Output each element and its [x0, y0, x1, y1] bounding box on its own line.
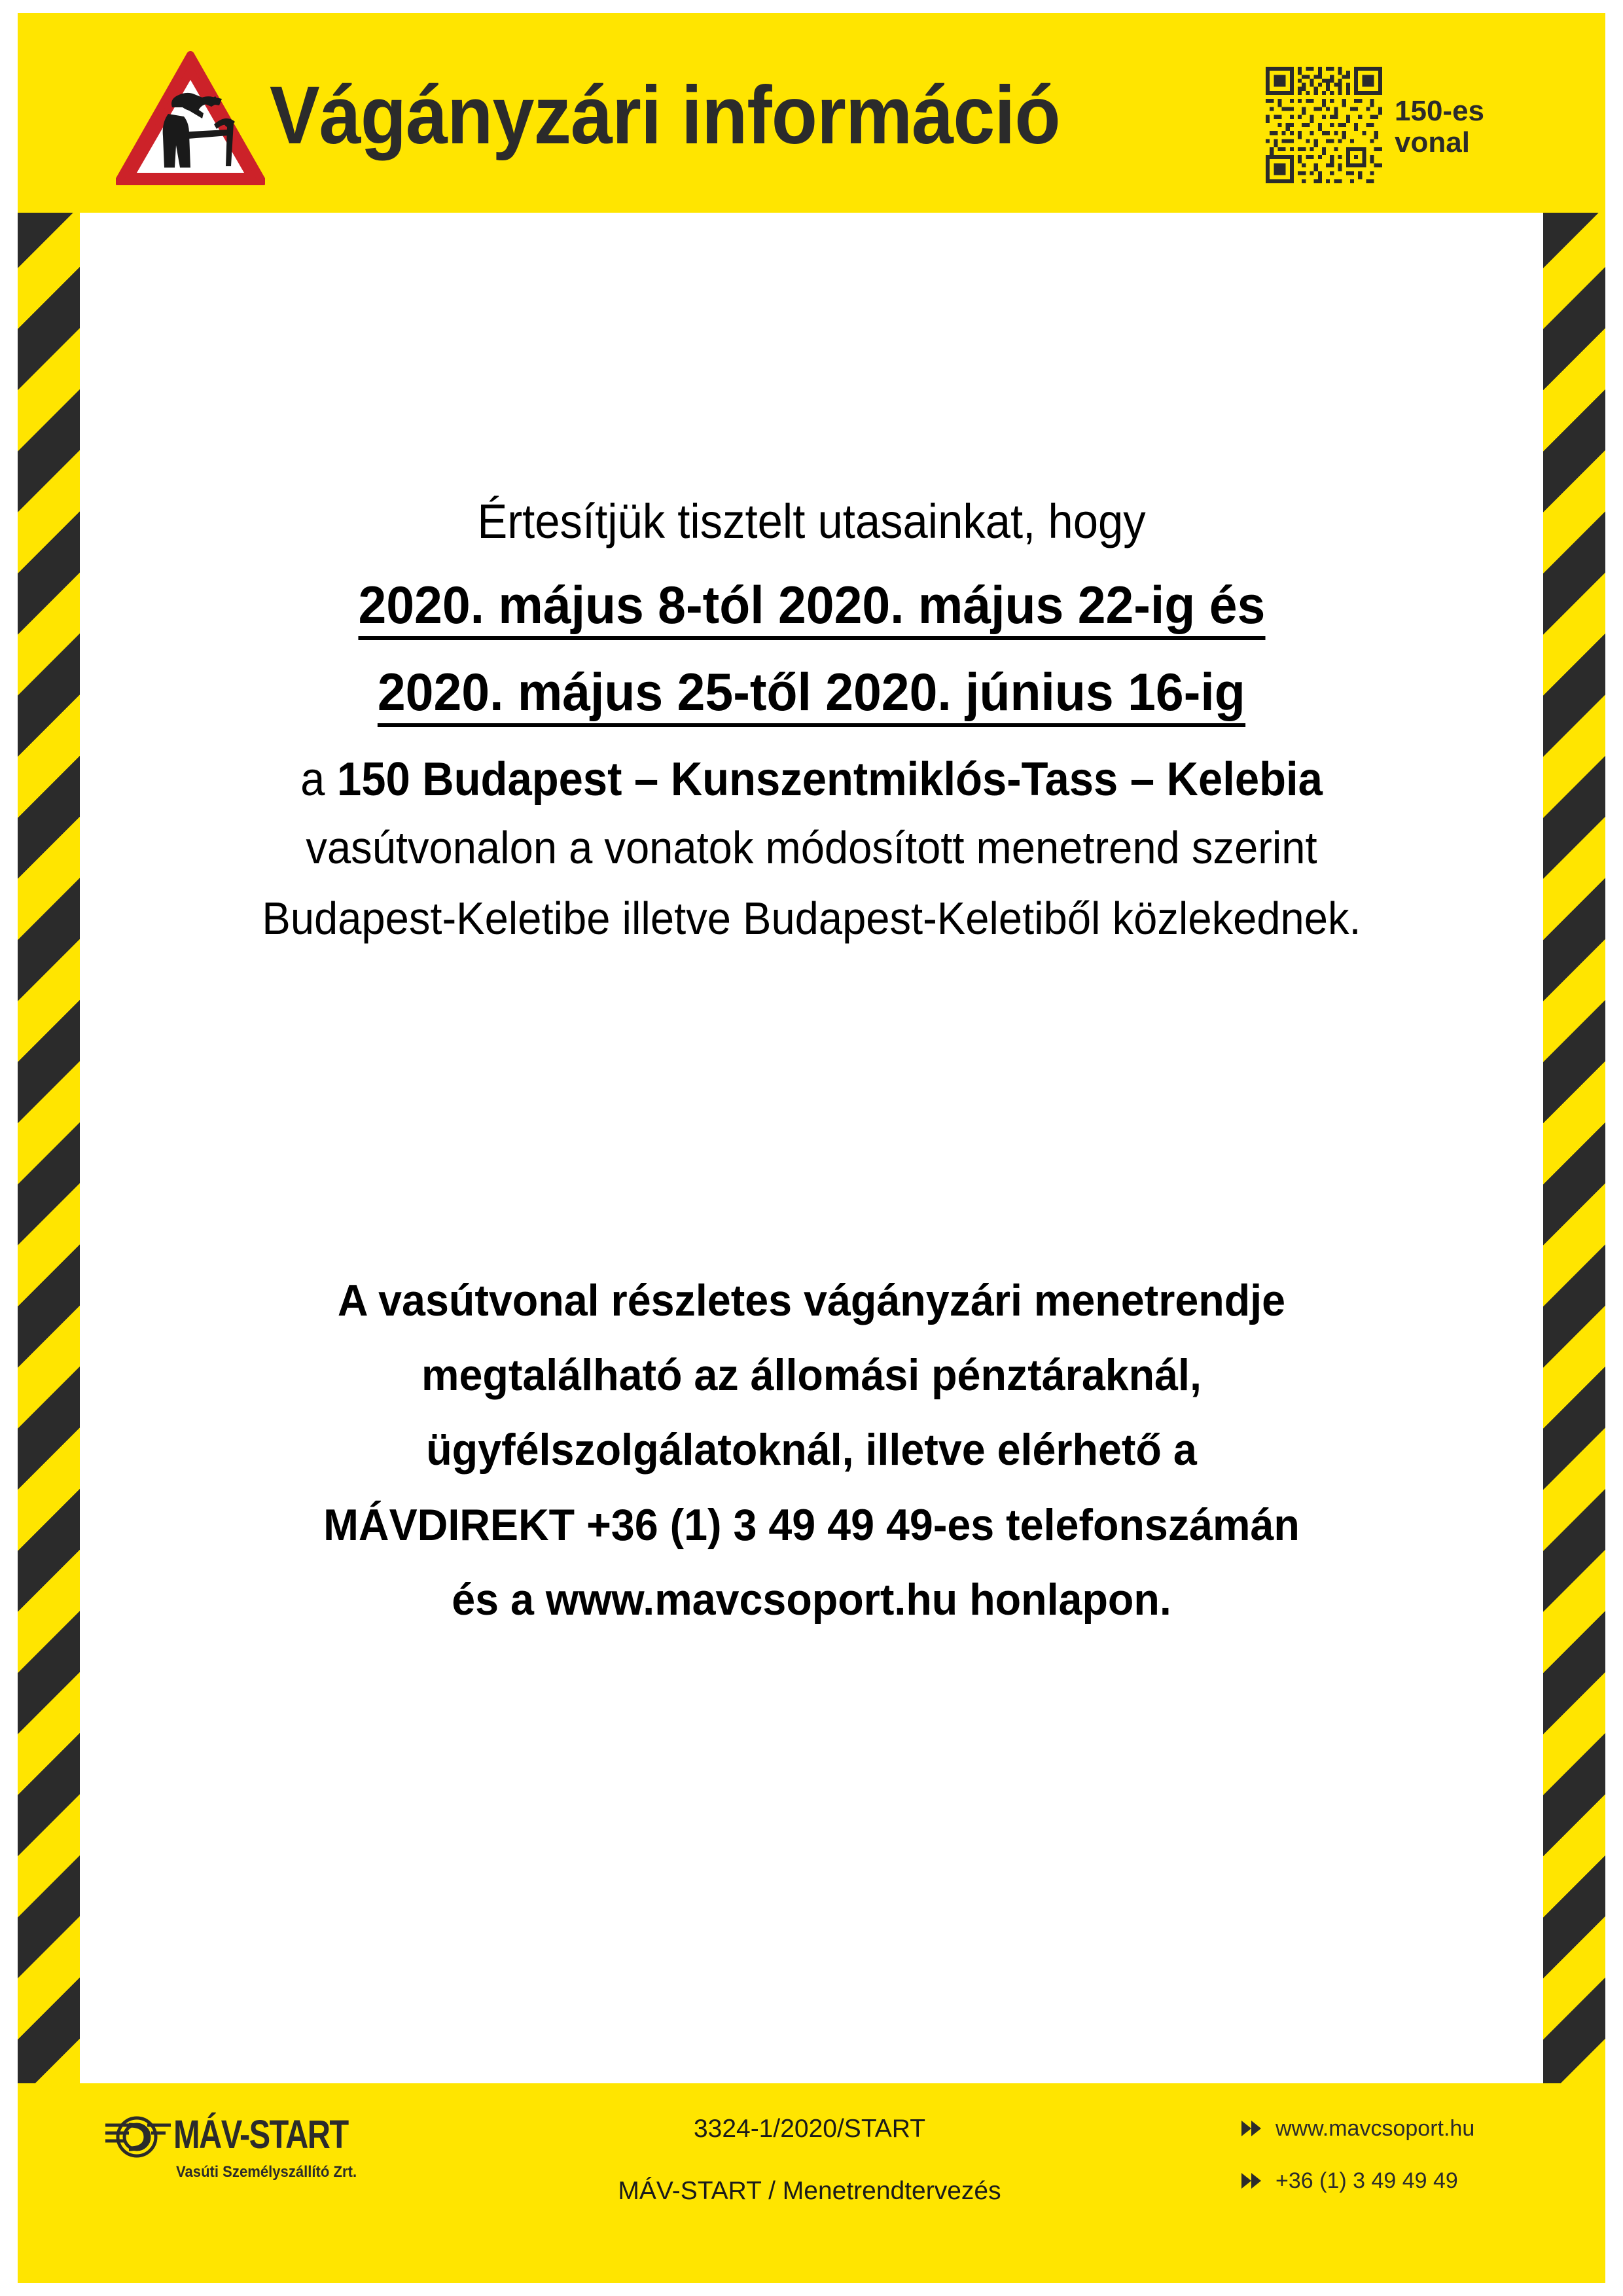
- notice-line: MÁVDIREKT +36 (1) 3 49 49 49-es telefonszámán: [323, 1499, 1300, 1550]
- mav-wheel-emblem-icon: [103, 2112, 175, 2161]
- website-row[interactable]: [1239, 2117, 1520, 2140]
- mav-start-wordmark: MÁV-START: [173, 2112, 348, 2157]
- phone-row[interactable]: [1239, 2170, 1520, 2192]
- header-band: [18, 13, 1605, 213]
- mav-start-logo: [103, 2112, 365, 2197]
- hazard-stripe-right: [1543, 13, 1605, 2283]
- hazard-stripe-left: [18, 13, 80, 2283]
- description-line-1: vasútvonalon a vonatok módosított menetrend szerint: [306, 822, 1317, 873]
- mav-start-subtitle: Vasúti Személyszállító Zrt.: [176, 2163, 357, 2181]
- issuing-department: MÁV-START / Menetrendtervezés: [618, 2177, 1001, 2205]
- document-reference: 3324-1/2020/START: [693, 2115, 926, 2143]
- footer-contact: [1239, 2117, 1520, 2222]
- notice-line: megtalálható az állomási pénztáraknál,: [421, 1350, 1202, 1401]
- header-inner: [18, 13, 1605, 213]
- date-range-2-text: 2020. május 25-től 2020. június 16-ig: [378, 666, 1245, 727]
- main-content: [80, 213, 1543, 2083]
- qr-line-label: [1395, 96, 1484, 158]
- qr-line-label-line1: 150-es: [1395, 95, 1485, 127]
- date-range-1: [80, 576, 1543, 640]
- qr-code[interactable]: [1265, 67, 1383, 183]
- notice-block: [80, 1263, 1543, 1637]
- double-chevron-right-icon: [1239, 2119, 1266, 2138]
- roadworks-warning-triangle-icon: [116, 51, 265, 185]
- route-line: [131, 753, 1491, 806]
- description-line-2: Budapest-Keletibe illetve Budapest-Keletiből közlekednek.: [262, 893, 1361, 944]
- route-prefix: a: [300, 753, 337, 806]
- footer-band: [18, 2083, 1605, 2283]
- poster: [18, 13, 1605, 2283]
- phone-number[interactable]: +36 (1) 3 49 49 49: [1275, 2168, 1458, 2193]
- notice-line: ügyfélszolgálatoknál, illetve elérhető a: [426, 1425, 1197, 1475]
- qr-line-label-line2: vonal: [1395, 126, 1470, 158]
- date-range-2: [80, 663, 1543, 727]
- page-title: Vágányzári információ: [270, 70, 1060, 161]
- date-range-1-text: 2020. május 8-tól 2020. május 22-ig és: [358, 579, 1265, 640]
- route-name: 150 Budapest – Kunszentmiklós-Tass – Kelebia: [336, 753, 1323, 806]
- notice-line: A vasútvonal részletes vágányzári menetrendje: [337, 1276, 1286, 1325]
- website-link[interactable]: www.mavcsoport.hu: [1275, 2116, 1475, 2141]
- qr-block: [1265, 67, 1488, 181]
- intro-text: Értesítjük tisztelt utasainkat, hogy: [477, 494, 1146, 548]
- footer-center: [515, 2116, 1104, 2204]
- double-chevron-right-icon: [1239, 2171, 1266, 2191]
- notice-line: és a www.mavcsoport.hu honlapon.: [452, 1574, 1171, 1624]
